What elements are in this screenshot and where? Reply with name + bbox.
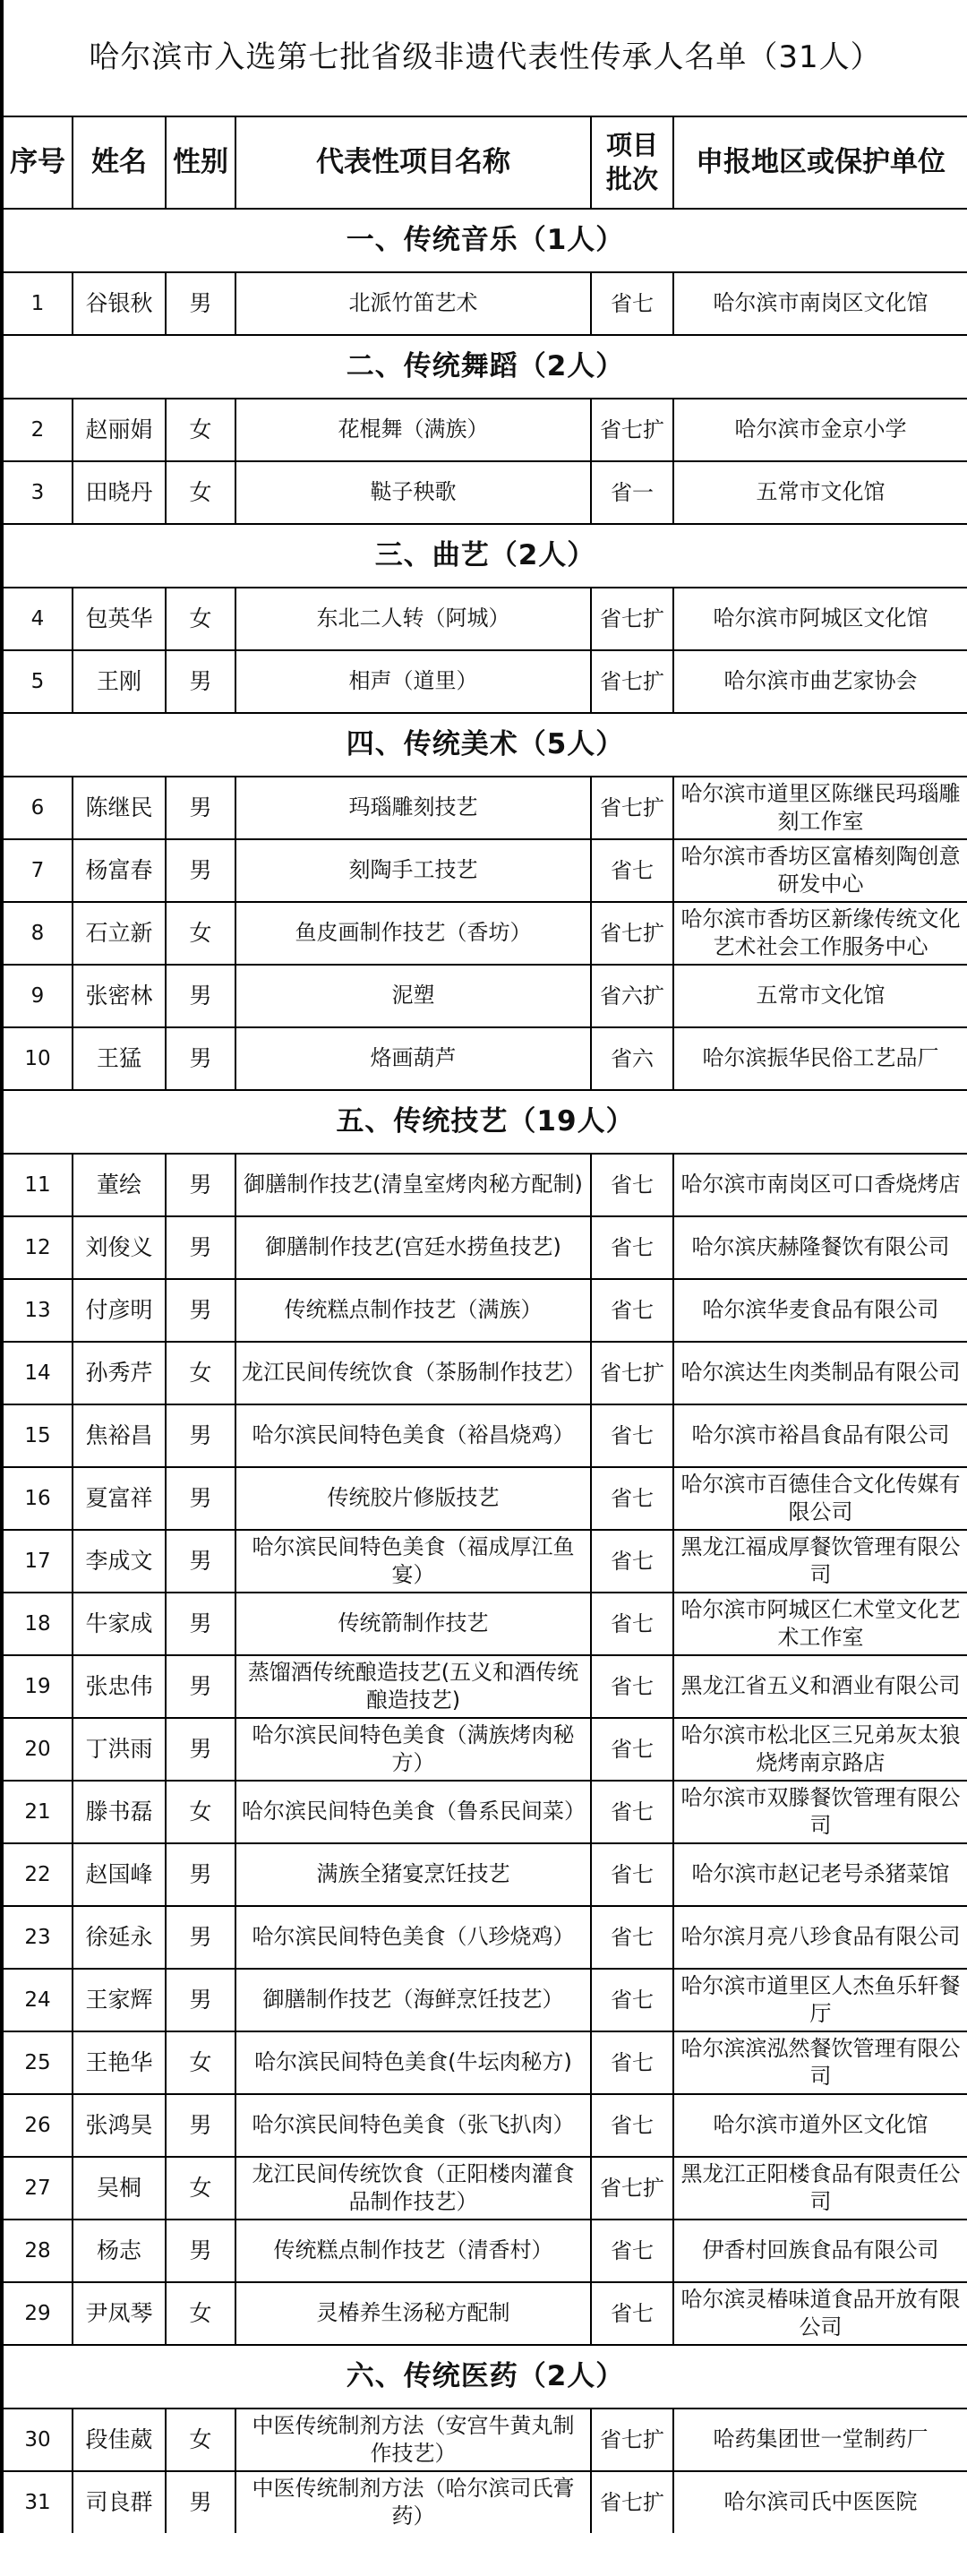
section-title: 四、传统美术（5人） bbox=[3, 713, 967, 777]
cell-index: 25 bbox=[3, 2031, 73, 2094]
cell-index: 5 bbox=[3, 650, 73, 713]
cell-gender: 男 bbox=[166, 777, 235, 839]
table-row bbox=[3, 2157, 967, 2220]
cell-project: 哈尔滨民间特色美食（张飞扒肉） bbox=[235, 2094, 591, 2157]
section-header-row bbox=[3, 2345, 967, 2409]
cell-batch: 省七扩 bbox=[591, 399, 673, 461]
cell-index: 1 bbox=[3, 272, 73, 335]
cell-gender: 男 bbox=[166, 1593, 235, 1655]
cell-name: 牛家成 bbox=[73, 1593, 166, 1655]
cell-batch: 省七 bbox=[591, 2282, 673, 2345]
table-row bbox=[3, 461, 967, 524]
cell-index: 7 bbox=[3, 839, 73, 902]
cell-gender: 男 bbox=[166, 650, 235, 713]
table-row bbox=[3, 1781, 967, 1843]
cell-project: 龙江民间传统饮食（正阳楼肉灌食品制作技艺） bbox=[235, 2157, 591, 2220]
table-row bbox=[3, 2220, 967, 2282]
cell-gender: 男 bbox=[166, 965, 235, 1027]
cell-batch: 省七 bbox=[591, 1906, 673, 1969]
cell-gender: 男 bbox=[166, 1154, 235, 1216]
section-header-row bbox=[3, 209, 967, 272]
cell-batch: 省七 bbox=[591, 1718, 673, 1781]
cell-index: 19 bbox=[3, 1655, 73, 1718]
table-row bbox=[3, 1530, 967, 1593]
cell-project: 哈尔滨民间特色美食（满族烤肉秘方） bbox=[235, 1718, 591, 1781]
table-row bbox=[3, 1404, 967, 1467]
cell-name: 王刚 bbox=[73, 650, 166, 713]
cell-area: 哈药集团世一堂制药厂 bbox=[673, 2409, 967, 2471]
cell-batch: 省七 bbox=[591, 1467, 673, 1530]
cell-area: 哈尔滨月亮八珍食品有限公司 bbox=[673, 1906, 967, 1969]
cell-project: 鱼皮画制作技艺（香坊） bbox=[235, 902, 591, 965]
cell-project: 相声（道里） bbox=[235, 650, 591, 713]
cell-gender: 女 bbox=[166, 902, 235, 965]
section-title: 一、传统音乐（1人） bbox=[3, 209, 967, 272]
cell-name: 徐延永 bbox=[73, 1906, 166, 1969]
cell-name: 王艳华 bbox=[73, 2031, 166, 2094]
cell-area: 哈尔滨滨泓然餐饮管理有限公司 bbox=[673, 2031, 967, 2094]
section-header-row bbox=[3, 524, 967, 588]
cell-area: 哈尔滨市道里区陈继民玛瑙雕刻工作室 bbox=[673, 777, 967, 839]
cell-name: 焦裕昌 bbox=[73, 1404, 166, 1467]
cell-gender: 男 bbox=[166, 272, 235, 335]
cell-gender: 男 bbox=[166, 1906, 235, 1969]
cell-batch: 省七 bbox=[591, 1843, 673, 1906]
section-title: 六、传统医药（2人） bbox=[3, 2345, 967, 2409]
cell-gender: 男 bbox=[166, 1530, 235, 1593]
cell-gender: 男 bbox=[166, 839, 235, 902]
cell-project: 御膳制作技艺（海鲜烹饪技艺） bbox=[235, 1969, 591, 2031]
cell-area: 哈尔滨市曲艺家协会 bbox=[673, 650, 967, 713]
cell-area: 哈尔滨市阿城区仁术堂文化艺术工作室 bbox=[673, 1593, 967, 1655]
cell-index: 30 bbox=[3, 2409, 73, 2471]
header-name: 姓名 bbox=[73, 116, 166, 209]
cell-project: 满族全猪宴烹饪技艺 bbox=[235, 1843, 591, 1906]
table-row bbox=[3, 2471, 967, 2533]
cell-batch: 省七 bbox=[591, 1404, 673, 1467]
cell-batch: 省七 bbox=[591, 2094, 673, 2157]
cell-gender: 女 bbox=[166, 1342, 235, 1404]
cell-gender: 女 bbox=[166, 399, 235, 461]
section-header-row bbox=[3, 335, 967, 399]
cell-project: 传统箭制作技艺 bbox=[235, 1593, 591, 1655]
table-row bbox=[3, 272, 967, 335]
cell-area: 哈尔滨市道外区文化馆 bbox=[673, 2094, 967, 2157]
cell-index: 15 bbox=[3, 1404, 73, 1467]
cell-area: 哈尔滨市道里区人杰鱼乐轩餐厅 bbox=[673, 1969, 967, 2031]
cell-batch: 省七 bbox=[591, 839, 673, 902]
cell-project: 龙江民间传统饮食（茶肠制作技艺） bbox=[235, 1342, 591, 1404]
header-index: 序号 bbox=[3, 116, 73, 209]
cell-area: 哈尔滨市香坊区富椿刻陶创意研发中心 bbox=[673, 839, 967, 902]
table-row bbox=[3, 1279, 967, 1342]
cell-area: 哈尔滨市南岗区文化馆 bbox=[673, 272, 967, 335]
cell-area: 黑龙江福成厚餐饮管理有限公司 bbox=[673, 1530, 967, 1593]
cell-name: 谷银秋 bbox=[73, 272, 166, 335]
table-row bbox=[3, 650, 967, 713]
cell-project: 泥塑 bbox=[235, 965, 591, 1027]
table-row bbox=[3, 2031, 967, 2094]
cell-gender: 男 bbox=[166, 1216, 235, 1279]
cell-batch: 省七 bbox=[591, 272, 673, 335]
cell-batch: 省七 bbox=[591, 1655, 673, 1718]
cell-area: 哈尔滨市双滕餐饮管理有限公司 bbox=[673, 1781, 967, 1843]
cell-batch: 省七扩 bbox=[591, 2409, 673, 2471]
cell-project: 哈尔滨民间特色美食（福成厚江鱼宴） bbox=[235, 1530, 591, 1593]
header-area: 申报地区或保护单位 bbox=[673, 116, 967, 209]
cell-gender: 男 bbox=[166, 2220, 235, 2282]
cell-batch: 省七 bbox=[591, 1781, 673, 1843]
cell-batch: 省七 bbox=[591, 1154, 673, 1216]
cell-project: 哈尔滨民间特色美食（鲁系民间菜） bbox=[235, 1781, 591, 1843]
cell-gender: 女 bbox=[166, 2282, 235, 2345]
cell-name: 石立新 bbox=[73, 902, 166, 965]
cell-name: 陈继民 bbox=[73, 777, 166, 839]
cell-batch: 省六扩 bbox=[591, 965, 673, 1027]
cell-name: 段佳葳 bbox=[73, 2409, 166, 2471]
table-row bbox=[3, 2282, 967, 2345]
table-row bbox=[3, 1342, 967, 1404]
cell-name: 董绘 bbox=[73, 1154, 166, 1216]
cell-project: 哈尔滨民间特色美食（八珍烧鸡） bbox=[235, 1906, 591, 1969]
cell-batch: 省一 bbox=[591, 461, 673, 524]
cell-index: 14 bbox=[3, 1342, 73, 1404]
cell-project: 传统糕点制作技艺（满族） bbox=[235, 1279, 591, 1342]
cell-gender: 女 bbox=[166, 588, 235, 650]
cell-name: 付彦明 bbox=[73, 1279, 166, 1342]
cell-project: 御膳制作技艺(清皇室烤肉秘方配制) bbox=[235, 1154, 591, 1216]
cell-project: 中医传统制剂方法（哈尔滨司氏膏药） bbox=[235, 2471, 591, 2533]
cell-index: 21 bbox=[3, 1781, 73, 1843]
table-row bbox=[3, 1969, 967, 2031]
header-batch: 项目 批次 bbox=[591, 116, 673, 209]
heritage-list-table bbox=[2, 0, 967, 2533]
cell-project: 哈尔滨民间特色美食(牛坛肉秘方) bbox=[235, 2031, 591, 2094]
section-title: 二、传统舞蹈（2人） bbox=[3, 335, 967, 399]
cell-project: 东北二人转（阿城） bbox=[235, 588, 591, 650]
table-row bbox=[3, 965, 967, 1027]
table-row bbox=[3, 777, 967, 839]
cell-name: 张鸿昊 bbox=[73, 2094, 166, 2157]
cell-gender: 男 bbox=[166, 1655, 235, 1718]
cell-area: 哈尔滨达生肉类制品有限公司 bbox=[673, 1342, 967, 1404]
cell-index: 3 bbox=[3, 461, 73, 524]
cell-index: 18 bbox=[3, 1593, 73, 1655]
cell-name: 田晓丹 bbox=[73, 461, 166, 524]
cell-index: 16 bbox=[3, 1467, 73, 1530]
cell-batch: 省七 bbox=[591, 2031, 673, 2094]
section-header-row bbox=[3, 1090, 967, 1154]
section-header-row bbox=[3, 713, 967, 777]
cell-project: 御膳制作技艺(宫廷水捞鱼技艺) bbox=[235, 1216, 591, 1279]
cell-area: 哈尔滨市百德佳合文化传媒有限公司 bbox=[673, 1467, 967, 1530]
cell-batch: 省七 bbox=[591, 1593, 673, 1655]
cell-area: 五常市文化馆 bbox=[673, 461, 967, 524]
cell-area: 哈尔滨振华民俗工艺品厂 bbox=[673, 1027, 967, 1090]
cell-name: 张密林 bbox=[73, 965, 166, 1027]
cell-area: 五常市文化馆 bbox=[673, 965, 967, 1027]
cell-gender: 女 bbox=[166, 2031, 235, 2094]
table-row bbox=[3, 1593, 967, 1655]
table-row bbox=[3, 1718, 967, 1781]
cell-index: 26 bbox=[3, 2094, 73, 2157]
cell-gender: 男 bbox=[166, 1718, 235, 1781]
cell-name: 杨志 bbox=[73, 2220, 166, 2282]
cell-index: 22 bbox=[3, 1843, 73, 1906]
cell-area: 哈尔滨市南岗区可口香烧烤店 bbox=[673, 1154, 967, 1216]
cell-area: 哈尔滨市阿城区文化馆 bbox=[673, 588, 967, 650]
cell-gender: 男 bbox=[166, 1279, 235, 1342]
cell-batch: 省七扩 bbox=[591, 777, 673, 839]
cell-index: 20 bbox=[3, 1718, 73, 1781]
table-row bbox=[3, 1843, 967, 1906]
section-title: 三、曲艺（2人） bbox=[3, 524, 967, 588]
header-row bbox=[3, 116, 967, 209]
cell-gender: 男 bbox=[166, 1027, 235, 1090]
cell-gender: 女 bbox=[166, 2157, 235, 2220]
cell-project: 传统糕点制作技艺（清香村） bbox=[235, 2220, 591, 2282]
cell-project: 哈尔滨民间特色美食（裕昌烧鸡） bbox=[235, 1404, 591, 1467]
cell-name: 孙秀芹 bbox=[73, 1342, 166, 1404]
cell-batch: 省七 bbox=[591, 1216, 673, 1279]
cell-index: 10 bbox=[3, 1027, 73, 1090]
cell-name: 刘俊义 bbox=[73, 1216, 166, 1279]
cell-index: 29 bbox=[3, 2282, 73, 2345]
header-project: 代表性项目名称 bbox=[235, 116, 591, 209]
cell-batch: 省六 bbox=[591, 1027, 673, 1090]
cell-batch: 省七 bbox=[591, 1279, 673, 1342]
cell-area: 哈尔滨市赵记老号杀猪菜馆 bbox=[673, 1843, 967, 1906]
cell-area: 哈尔滨市松北区三兄弟灰太狼烧烤南京路店 bbox=[673, 1718, 967, 1781]
cell-name: 吴桐 bbox=[73, 2157, 166, 2220]
cell-area: 哈尔滨市香坊区新缘传统文化艺术社会工作服务中心 bbox=[673, 902, 967, 965]
cell-index: 17 bbox=[3, 1530, 73, 1593]
cell-index: 8 bbox=[3, 902, 73, 965]
cell-index: 23 bbox=[3, 1906, 73, 1969]
cell-project: 刻陶手工技艺 bbox=[235, 839, 591, 902]
cell-name: 王家辉 bbox=[73, 1969, 166, 2031]
cell-batch: 省七扩 bbox=[591, 902, 673, 965]
cell-gender: 男 bbox=[166, 2094, 235, 2157]
cell-project: 花棍舞（满族） bbox=[235, 399, 591, 461]
cell-name: 包英华 bbox=[73, 588, 166, 650]
cell-index: 6 bbox=[3, 777, 73, 839]
cell-index: 27 bbox=[3, 2157, 73, 2220]
cell-index: 12 bbox=[3, 1216, 73, 1279]
cell-gender: 男 bbox=[166, 1404, 235, 1467]
cell-index: 31 bbox=[3, 2471, 73, 2533]
cell-batch: 省七扩 bbox=[591, 650, 673, 713]
cell-index: 2 bbox=[3, 399, 73, 461]
cell-area: 哈尔滨灵椿味道食品开放有限公司 bbox=[673, 2282, 967, 2345]
cell-area: 哈尔滨庆赫隆餐饮有限公司 bbox=[673, 1216, 967, 1279]
cell-batch: 省七 bbox=[591, 2220, 673, 2282]
cell-project: 烙画葫芦 bbox=[235, 1027, 591, 1090]
cell-name: 司良群 bbox=[73, 2471, 166, 2533]
table-row bbox=[3, 1655, 967, 1718]
table-row bbox=[3, 1467, 967, 1530]
section-title: 五、传统技艺（19人） bbox=[3, 1090, 967, 1154]
cell-name: 丁洪雨 bbox=[73, 1718, 166, 1781]
table-row bbox=[3, 399, 967, 461]
cell-area: 哈尔滨华麦食品有限公司 bbox=[673, 1279, 967, 1342]
cell-gender: 男 bbox=[166, 1467, 235, 1530]
table-row bbox=[3, 2094, 967, 2157]
cell-name: 王猛 bbox=[73, 1027, 166, 1090]
cell-batch: 省七扩 bbox=[591, 1342, 673, 1404]
cell-index: 11 bbox=[3, 1154, 73, 1216]
cell-area: 伊香村回族食品有限公司 bbox=[673, 2220, 967, 2282]
cell-batch: 省七 bbox=[591, 1969, 673, 2031]
cell-project: 北派竹笛艺术 bbox=[235, 272, 591, 335]
table-row bbox=[3, 1906, 967, 1969]
cell-gender: 男 bbox=[166, 2471, 235, 2533]
cell-index: 24 bbox=[3, 1969, 73, 2031]
table-row bbox=[3, 1027, 967, 1090]
document-title: 哈尔滨市入选第七批省级非遗代表性传承人名单（31人） bbox=[3, 0, 967, 116]
cell-name: 赵丽娟 bbox=[73, 399, 166, 461]
cell-index: 9 bbox=[3, 965, 73, 1027]
cell-project: 玛瑙雕刻技艺 bbox=[235, 777, 591, 839]
table-row bbox=[3, 902, 967, 965]
table-row bbox=[3, 588, 967, 650]
cell-gender: 女 bbox=[166, 1781, 235, 1843]
cell-name: 李成文 bbox=[73, 1530, 166, 1593]
cell-gender: 女 bbox=[166, 2409, 235, 2471]
cell-index: 4 bbox=[3, 588, 73, 650]
cell-area: 黑龙江正阳楼食品有限责任公司 bbox=[673, 2157, 967, 2220]
cell-batch: 省七扩 bbox=[591, 2471, 673, 2533]
cell-name: 张忠伟 bbox=[73, 1655, 166, 1718]
cell-area: 哈尔滨司氏中医医院 bbox=[673, 2471, 967, 2533]
cell-gender: 男 bbox=[166, 1843, 235, 1906]
cell-area: 黑龙江省五义和酒业有限公司 bbox=[673, 1655, 967, 1718]
cell-name: 尹凤琴 bbox=[73, 2282, 166, 2345]
cell-project: 传统胶片修版技艺 bbox=[235, 1467, 591, 1530]
cell-project: 中医传统制剂方法（安宫牛黄丸制作技艺） bbox=[235, 2409, 591, 2471]
table-row bbox=[3, 839, 967, 902]
cell-name: 赵国峰 bbox=[73, 1843, 166, 1906]
cell-area: 哈尔滨市金京小学 bbox=[673, 399, 967, 461]
title-row bbox=[3, 0, 967, 116]
cell-gender: 女 bbox=[166, 461, 235, 524]
cell-batch: 省七 bbox=[591, 1530, 673, 1593]
cell-project: 鞑子秧歌 bbox=[235, 461, 591, 524]
table-row bbox=[3, 1154, 967, 1216]
table-row bbox=[3, 1216, 967, 1279]
cell-project: 灵椿养生汤秘方配制 bbox=[235, 2282, 591, 2345]
cell-gender: 男 bbox=[166, 1969, 235, 2031]
cell-index: 28 bbox=[3, 2220, 73, 2282]
cell-area: 哈尔滨市裕昌食品有限公司 bbox=[673, 1404, 967, 1467]
cell-name: 杨富春 bbox=[73, 839, 166, 902]
cell-batch: 省七扩 bbox=[591, 588, 673, 650]
cell-name: 夏富祥 bbox=[73, 1467, 166, 1530]
cell-name: 滕书磊 bbox=[73, 1781, 166, 1843]
cell-project: 蒸馏酒传统酿造技艺(五义和酒传统酿造技艺) bbox=[235, 1655, 591, 1718]
cell-index: 13 bbox=[3, 1279, 73, 1342]
cell-batch: 省七扩 bbox=[591, 2157, 673, 2220]
header-gender: 性别 bbox=[166, 116, 235, 209]
table-row bbox=[3, 2409, 967, 2471]
